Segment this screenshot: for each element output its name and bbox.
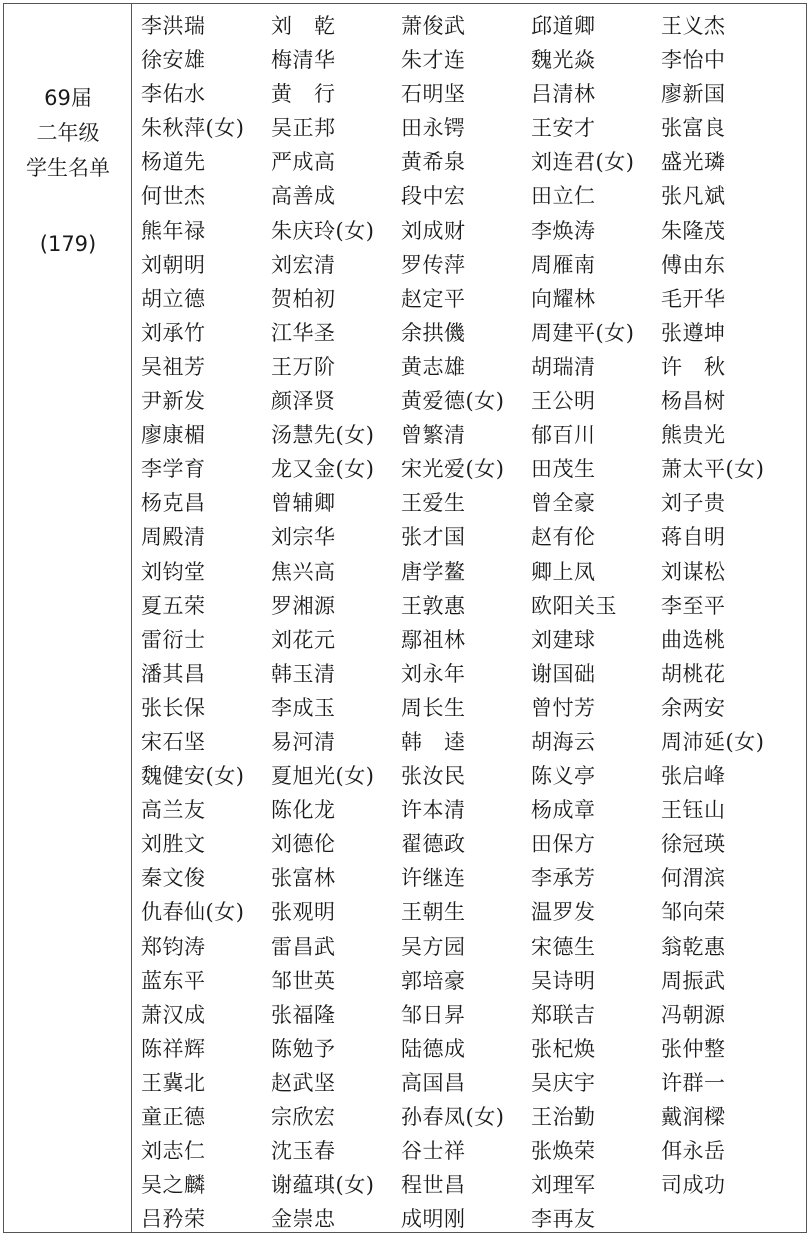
- student-name: 刘承竹: [141, 320, 206, 345]
- student-name: 翟德政: [401, 832, 466, 857]
- student-name: 张杞焕: [531, 1036, 596, 1061]
- student-name: 卿上凤: [531, 559, 596, 584]
- student-name: 童正德: [141, 1105, 206, 1129]
- student-name: 朱隆茂: [661, 218, 726, 243]
- student-name: 许 秋: [661, 354, 726, 379]
- student-name: 徐安雄: [141, 48, 206, 73]
- student-name: 邹世英: [271, 968, 336, 993]
- student-name: 李承芳: [531, 866, 596, 891]
- student-name: 许群一: [661, 1070, 726, 1095]
- student-name: 吴庆宇: [531, 1070, 596, 1095]
- student-name: [661, 1202, 801, 1236]
- student-name: 刘子贵: [661, 491, 726, 516]
- student-name: 高国昌: [401, 1070, 466, 1095]
- student-name: 张启峰: [661, 764, 726, 789]
- student-name: 张焕荣: [531, 1139, 596, 1164]
- class-label: 69届: [44, 86, 92, 110]
- student-name: 焦兴高: [271, 559, 336, 584]
- student-name: 周殿清: [141, 525, 206, 550]
- student-name: 刘德伦: [271, 832, 336, 857]
- student-name: 刘 乾: [271, 14, 336, 38]
- student-name: 刘志仁: [141, 1139, 206, 1164]
- student-name: 郑联吉: [531, 1002, 596, 1027]
- student-name: 刘花元: [271, 627, 336, 652]
- student-name: 萧太平(女): [661, 457, 765, 482]
- student-name: 唐学鳌: [401, 559, 466, 584]
- student-name: 韩玉清: [271, 661, 336, 686]
- student-name: 周雁南: [531, 252, 596, 277]
- student-name: 毛开华: [661, 286, 726, 311]
- student-name: 魏光焱: [531, 48, 596, 73]
- student-name: 邹向荣: [661, 900, 726, 925]
- student-name: 傅由东: [661, 252, 726, 277]
- student-name: 杨克昌: [141, 491, 206, 516]
- student-name: 沈玉春: [271, 1139, 336, 1164]
- student-name: 刘成财: [401, 218, 466, 243]
- student-name: 魏健安(女): [141, 764, 245, 789]
- student-name: 余两安: [661, 695, 726, 720]
- student-name: 陈义亭: [531, 764, 596, 789]
- student-name: 李怡中: [661, 48, 726, 73]
- student-name: 贺柏初: [271, 286, 336, 311]
- student-name: 萧俊武: [401, 14, 466, 38]
- student-name: 田保方: [531, 832, 596, 857]
- student-name: 刘宏清: [271, 252, 336, 277]
- student-name: 熊贵光: [661, 423, 726, 448]
- student-name: 陈化龙: [271, 798, 336, 823]
- student-name: 曾辅卿: [271, 491, 336, 516]
- student-name: 吴诗明: [531, 968, 596, 993]
- student-name: 吴方园: [401, 934, 466, 959]
- student-name: 高兰友: [141, 798, 206, 823]
- student-name: 曲选桃: [661, 627, 726, 652]
- student-name: 周长生: [401, 695, 466, 720]
- student-name: 向耀林: [531, 286, 596, 311]
- student-name: 张遵坤: [661, 320, 726, 345]
- student-name: 王安才: [531, 116, 596, 141]
- student-name: 李学育: [141, 457, 206, 482]
- student-name: 罗传萍: [401, 252, 466, 277]
- student-name: 江华圣: [271, 320, 336, 345]
- student-name: 廖新国: [661, 82, 726, 107]
- student-name: 蓝东平: [141, 968, 206, 993]
- student-name: 张富良: [661, 116, 726, 141]
- student-name: 雷衍士: [141, 627, 206, 652]
- student-name: 谢国础: [531, 661, 596, 686]
- student-name: 温罗发: [531, 900, 596, 925]
- student-name: 张仲整: [661, 1036, 726, 1061]
- student-name: 许本清: [401, 798, 466, 823]
- student-name: 胡瑞清: [531, 354, 596, 379]
- student-name: 王万阶: [271, 354, 336, 379]
- student-name: 颜泽贤: [271, 389, 336, 414]
- student-name: 孙春凤(女): [401, 1105, 505, 1129]
- student-name: 胡立德: [141, 286, 206, 311]
- student-name: 刘朝明: [141, 252, 206, 277]
- student-name: 刘胜文: [141, 832, 206, 857]
- student-name: 李至平: [661, 593, 726, 618]
- student-name: 赵定平: [401, 286, 466, 311]
- student-name: 赵有伦: [531, 525, 596, 550]
- student-name: 易河清: [271, 729, 336, 754]
- student-name: 石明坚: [401, 82, 466, 107]
- student-name: 刘谋松: [661, 559, 726, 584]
- student-name: 高善成: [271, 184, 336, 209]
- student-name: 李焕涛: [531, 218, 596, 243]
- student-name: 陈勉予: [271, 1036, 336, 1061]
- student-name: 潘其昌: [141, 661, 206, 686]
- student-name: 佴永岳: [661, 1139, 726, 1164]
- student-name: 吕清林: [531, 82, 596, 107]
- student-name: 刘永年: [401, 661, 466, 686]
- student-name: 蒋自明: [661, 525, 726, 550]
- student-name: 宋德生: [531, 934, 596, 959]
- student-list-table: [3, 3, 807, 1233]
- list-label: 学生名单: [26, 156, 110, 180]
- student-name: 邹日昇: [401, 1002, 466, 1027]
- student-name: 吴之麟: [141, 1173, 206, 1198]
- student-name: 邱道卿: [531, 14, 596, 38]
- student-name: 萧汉成: [141, 1002, 206, 1027]
- student-name: 罗湘源: [271, 593, 336, 618]
- student-name: 田立仁: [531, 184, 596, 209]
- student-name: 张凡斌: [661, 184, 726, 209]
- student-name: 朱庆玲(女): [271, 218, 375, 243]
- student-name: 郁百川: [531, 423, 596, 448]
- student-name: 仇春仙(女): [141, 900, 245, 925]
- student-name: 金崇忠: [271, 1207, 336, 1232]
- student-name: 黄爱德(女): [401, 389, 505, 414]
- student-name: 刘理军: [531, 1173, 596, 1198]
- student-name: 周振武: [661, 968, 726, 993]
- student-name: 赵武坚: [271, 1070, 336, 1095]
- student-name: 胡桃花: [661, 661, 726, 686]
- student-name: 吕矜荣: [141, 1207, 206, 1232]
- student-name: 周建平(女): [531, 320, 635, 345]
- names-grid: [141, 9, 801, 1236]
- student-name: 段中宏: [401, 184, 466, 209]
- student-name: 胡海云: [531, 729, 596, 754]
- student-name: 杨成章: [531, 798, 596, 823]
- student-name: 曾繁清: [401, 423, 466, 448]
- student-name: 李洪瑞: [141, 14, 206, 38]
- student-name: 刘宗华: [271, 525, 336, 550]
- student-name: 王治勤: [531, 1105, 596, 1129]
- student-name: 吴祖芳: [141, 354, 206, 379]
- student-name: 徐冠瑛: [661, 832, 726, 857]
- student-name: 龙又金(女): [271, 457, 375, 482]
- student-name: 韩 逵: [401, 729, 466, 754]
- student-name: 刘建球: [531, 627, 596, 652]
- student-name: 王钰山: [661, 798, 726, 823]
- student-name: 李再友: [531, 1207, 596, 1232]
- student-name: 夏旭光(女): [271, 764, 375, 789]
- student-name: 刘钧堂: [141, 559, 206, 584]
- student-name: 周沛延(女): [661, 729, 765, 754]
- student-name: 田茂生: [531, 457, 596, 482]
- student-name: 翁乾惠: [661, 934, 726, 959]
- student-name: 梅清华: [271, 48, 336, 73]
- count-label: (179): [39, 232, 97, 256]
- grade-label: 二年级: [36, 121, 100, 145]
- student-name: 朱才连: [401, 48, 466, 73]
- student-name: 曾全豪: [531, 491, 596, 516]
- student-name: 王义杰: [661, 14, 726, 38]
- student-name: 张汝民: [401, 764, 466, 789]
- student-name: 黄志雄: [401, 354, 466, 379]
- student-name: 刘连君(女): [531, 150, 635, 175]
- student-name: 陈祥辉: [141, 1036, 206, 1061]
- student-name: 严成高: [271, 150, 336, 175]
- student-name: 欧阳关玉: [531, 593, 617, 618]
- student-name: 王朝生: [401, 900, 466, 925]
- student-name: 王冀北: [141, 1070, 206, 1095]
- student-name: 王公明: [531, 389, 596, 414]
- student-name: 王敦惠: [401, 593, 466, 618]
- student-name: 郑钧涛: [141, 934, 206, 959]
- student-name: 杨昌树: [661, 389, 726, 414]
- student-name: 郭培豪: [401, 968, 466, 993]
- student-name: 黄希泉: [401, 150, 466, 175]
- student-name: 陆德成: [401, 1036, 466, 1061]
- student-name: 宗欣宏: [271, 1105, 336, 1129]
- student-name: 成明刚: [401, 1207, 466, 1232]
- student-name: 秦文俊: [141, 866, 206, 891]
- student-name: 张才国: [401, 525, 466, 550]
- student-name: 何渭滨: [661, 866, 726, 891]
- student-name: 余拱僟: [401, 320, 466, 345]
- student-name: 宋光爱(女): [401, 457, 505, 482]
- student-name: 张观明: [271, 900, 336, 925]
- student-name: 汤慧先(女): [271, 423, 375, 448]
- student-name: 张富林: [271, 866, 336, 891]
- student-name: 何世杰: [141, 184, 206, 209]
- student-name: 宋石坚: [141, 729, 206, 754]
- student-name: 尹新发: [141, 389, 206, 414]
- student-name: 雷昌武: [271, 934, 336, 959]
- student-name: 李成玉: [271, 695, 336, 720]
- student-name: 程世昌: [401, 1173, 466, 1198]
- student-name: 鄢祖林: [401, 627, 466, 652]
- student-name: 盛光璘: [661, 150, 726, 175]
- student-name: 田永锷: [401, 116, 466, 141]
- student-name: 朱秋萍(女): [141, 116, 245, 141]
- student-name: 廖康楣: [141, 423, 206, 448]
- student-name: 曾忖芳: [531, 695, 596, 720]
- student-name: 谷士祥: [401, 1139, 466, 1164]
- student-name: 冯朝源: [661, 1002, 726, 1027]
- header-cell: [4, 4, 132, 1232]
- student-name: 熊年禄: [141, 218, 206, 243]
- student-name: 张长保: [141, 695, 206, 720]
- student-name: 夏五荣: [141, 593, 206, 618]
- student-name: 王爱生: [401, 491, 466, 516]
- student-name: 谢蕴琪(女): [271, 1173, 375, 1198]
- student-name: 李佑水: [141, 82, 206, 107]
- student-name: 戴润樑: [661, 1105, 726, 1129]
- student-name: 司成功: [661, 1173, 726, 1198]
- student-name: 许继连: [401, 866, 466, 891]
- student-name: 杨道先: [141, 150, 206, 175]
- student-name: 吴正邦: [271, 116, 336, 141]
- student-name: 张福隆: [271, 1002, 336, 1027]
- student-name: 黄 行: [271, 82, 336, 107]
